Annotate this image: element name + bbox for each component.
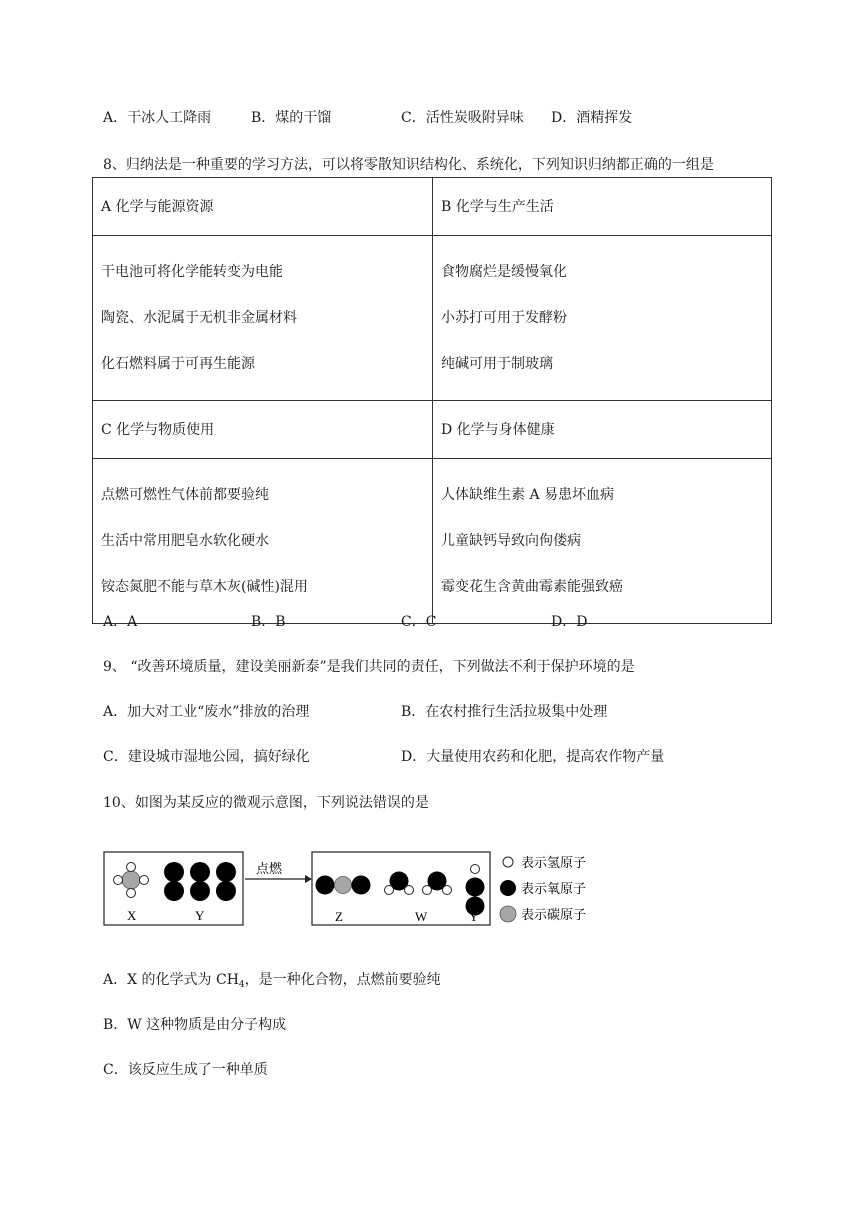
q9-option-d: D．大量使用农药和化肥，提高农作物产量 bbox=[401, 749, 665, 765]
label-w: W bbox=[415, 909, 428, 924]
table-cell-a-items bbox=[93, 236, 433, 401]
table-item: 食物腐烂是缓慢氧化 bbox=[441, 264, 567, 280]
table-item: 小苏打可用于发酵粉 bbox=[441, 310, 567, 326]
legend-hydrogen-icon bbox=[503, 857, 513, 867]
table-item: 纯碱可用于制玻璃 bbox=[441, 356, 553, 372]
methane-molecule bbox=[114, 863, 149, 898]
table-item: 化石燃料属于可再生能源 bbox=[101, 356, 255, 372]
label-z: Z bbox=[335, 909, 343, 924]
table-item: 铵态氮肥不能与草木灰(碱性)混用 bbox=[101, 579, 308, 595]
ignite-label: 点燃 bbox=[256, 862, 283, 877]
table-cell-d-title: D 化学与身体健康 bbox=[433, 401, 772, 459]
oxygen-molecules bbox=[164, 862, 236, 901]
legend-carbon-label: 表示碳原子 bbox=[521, 908, 587, 923]
table-item: 陶瓷、水泥属于无机非金属材料 bbox=[101, 310, 297, 326]
q10-option-c: C．该反应生成了一种单质 bbox=[103, 1062, 268, 1078]
q9-option-c: C．建设城市湿地公园，搞好绿化 bbox=[103, 749, 310, 765]
q8-option-c: C．C bbox=[401, 614, 437, 630]
legend-carbon-icon bbox=[500, 906, 516, 922]
table-item: 生活中常用肥皂水软化硬水 bbox=[101, 533, 269, 549]
q8-option-a: A．A bbox=[103, 614, 138, 630]
table-cell-c-items bbox=[93, 459, 433, 624]
q8-stem: 8、归纳法是一种重要的学习方法，可以将零散知识结构化、系统化，下列知识归纳都正确的一组是 bbox=[103, 157, 714, 173]
table-item: 点燃可燃性气体前都要验纯 bbox=[101, 487, 269, 503]
label-y-product: Y bbox=[469, 909, 479, 924]
table-cell-d-items bbox=[433, 459, 772, 624]
legend bbox=[500, 856, 586, 923]
q10-option-a: A．X 的化学式为 $CH_4$，是一种化合物，点燃前要验纯 bbox=[103, 972, 441, 990]
label-x: X bbox=[127, 908, 137, 923]
q7-option-a: A．干冰人工降雨 bbox=[103, 110, 212, 126]
q8-option-b: B．B bbox=[251, 614, 286, 630]
q9-option-b: B．在农村推行生活拉圾集中处理 bbox=[401, 704, 608, 720]
table-cell-b-items bbox=[433, 236, 772, 401]
q9-stem: 9、 “改善环境质量，建设美丽新泰”是我们共同的责任，下列做法不利于保护环境的是 bbox=[103, 659, 635, 675]
leftover-oxygen-molecule bbox=[466, 865, 485, 916]
q7-option-b: B．煤的干馏 bbox=[251, 110, 332, 126]
legend-oxygen-label: 表示氧原子 bbox=[521, 882, 587, 897]
legend-oxygen-icon bbox=[500, 880, 516, 896]
q7-option-d: D．酒精挥发 bbox=[551, 110, 633, 126]
table-cell-a-title: A 化学与能源资源 bbox=[93, 178, 433, 236]
water-molecules bbox=[385, 872, 452, 895]
q9-option-a: A．加大对工业“废水”排放的治理 bbox=[103, 704, 310, 720]
table-item: 霉变花生含黄曲霉素能强致癌 bbox=[441, 579, 623, 595]
q7-option-c: C．活性炭吸附异味 bbox=[401, 110, 524, 126]
carbon-dioxide-molecule bbox=[316, 876, 371, 895]
table-item: 干电池可将化学能转变为电能 bbox=[101, 264, 283, 280]
label-y: Y bbox=[195, 908, 205, 923]
table-cell-c-title: C 化学与物质使用 bbox=[93, 401, 433, 459]
legend-hydrogen-label: 表示氢原子 bbox=[521, 856, 587, 871]
q10-stem: 10、如图为某反应的微观示意图，下列说法错误的是 bbox=[103, 795, 429, 811]
table-item: 人体缺维生素 A 易患坏血病 bbox=[441, 487, 615, 503]
table-item: 儿童缺钙导致向佝偻病 bbox=[441, 533, 581, 549]
q8-option-d: D．D bbox=[551, 614, 588, 630]
reaction-micro-diagram bbox=[103, 845, 623, 930]
table-cell-b-title: B 化学与生产生活 bbox=[433, 178, 772, 236]
q10-option-b: B．W 这种物质是由分子构成 bbox=[103, 1017, 287, 1033]
q8-knowledge-table bbox=[92, 177, 772, 624]
